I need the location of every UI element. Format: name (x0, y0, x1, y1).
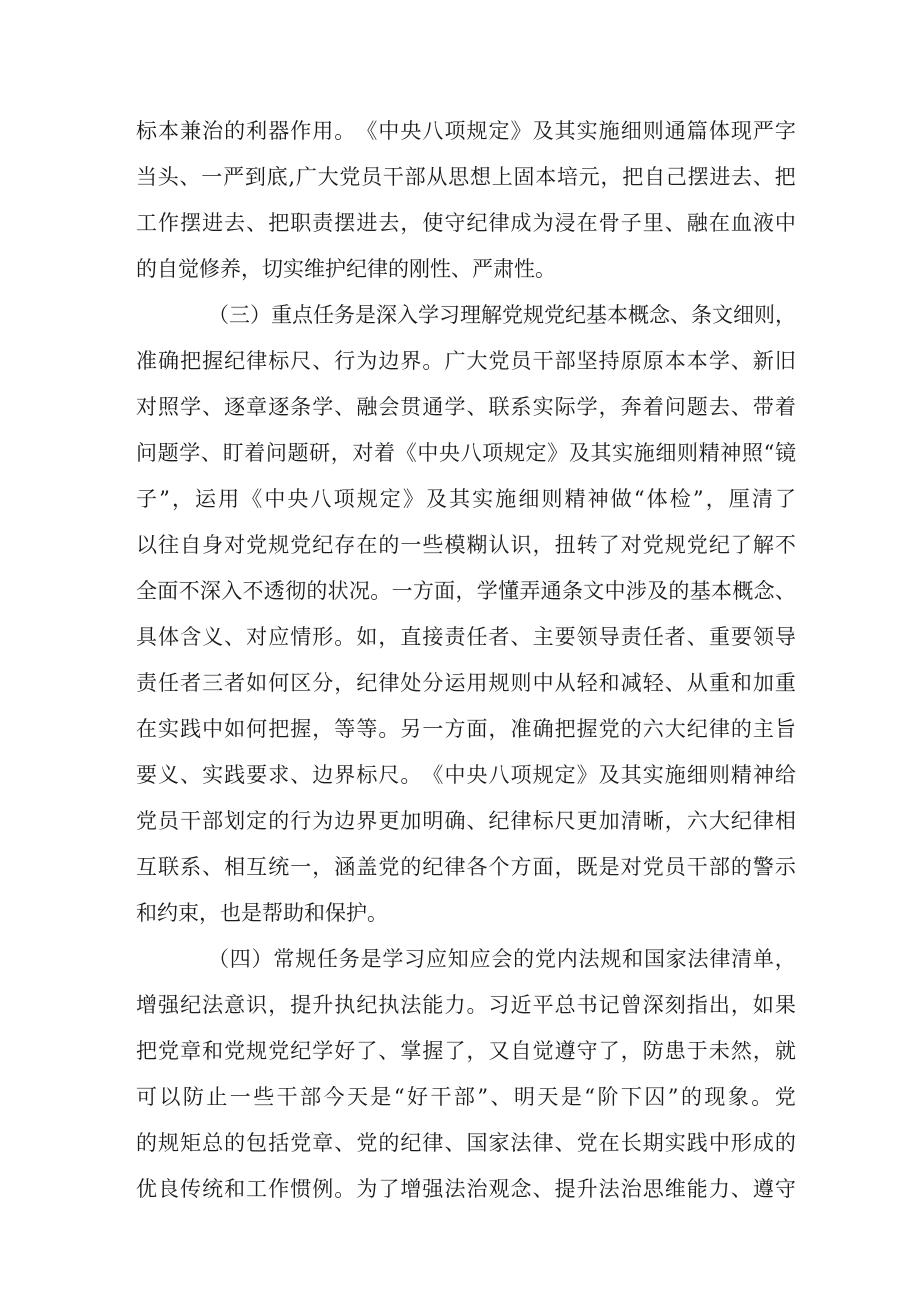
text-line: 准 确 把 握 纪 律 标 尺 、 行 为 边 界 。 广 大 党 员 干 部 坚 持 原 原 本 本 学 、 新 旧 (136, 349, 796, 373)
text-line: 的 规 矩 总 的 包 括 党 章 、 党 的 纪 律 、 国 家 法 律 、 党 在 长 期 实 践 中 形 成 的 (136, 1131, 796, 1155)
text-line: 标 本 兼 治 的 利 器 作 用 。 《 中 央 八 项 规 定 》 及 其 实 施 细 则 通 篇 体 现 严 字 (136, 119, 796, 143)
text-line: 的自觉修养，切实维护纪律的刚性、严肃性。 (136, 257, 556, 281)
text-line: 责 任 者 三 者 如 何 区 分 ， 纪 律 处 分 运 用 规 则 中 从 轻 和 减 轻 、 从 重 和 加 重 (136, 671, 796, 695)
text-line: 以 往 自 身 对 党 规 党 纪 存 在 的 一 些 模 糊 认 识 ， 扭 转 了 对 党 规 党 纪 了 解 不 (136, 533, 796, 557)
text-line: 把 党 章 和 党 规 党 纪 学 好 了 、 掌 握 了 ， 又 自 觉 遵 守 了 ， 防 患 于 未 然 ， 就 (136, 1039, 796, 1063)
text-line: 工 作 摆 进 去 、 把 职 责 摆 进 去 ， 使 守 纪 律 成 为 浸 在 骨 子 里 、 融 在 血 液 中 (136, 211, 796, 235)
document-body (136, 108, 796, 1212)
text-line: 全 面 不 深 入 不 透 彻 的 状 况 。 一 方 面 ， 学 懂 弄 通 条 文 中 涉 及 的 基 本 概 念 、 (136, 579, 796, 603)
text-line: 要 义 、 实 践 要 求 、 边 界 标 尺 。 《 中 央 八 项 规 定 》 及 其 实 施 细 则 精 神 给 (136, 763, 796, 787)
text-line: 党 员 干 部 划 定 的 行 为 边 界 更 加 明 确 、 纪 律 标 尺 更 加 清 晰 ， 六 大 纪 律 相 (136, 809, 796, 833)
text-line: 在 实 践 中 如 何 把 握 ， 等 等 。 另 一 方 面 ， 准 确 把 握 党 的 六 大 纪 律 的 主 旨 (136, 717, 796, 741)
text-line: 子 ” ， 运 用 《 中 央 八 项 规 定 》 及 其 实 施 细 则 精 神 做 “ 体 检 ” ， 厘 清 了 (136, 487, 796, 511)
text-line: （ 四 ） 常 规 任 务 是 学 习 应 知 应 会 的 党 内 法 规 和 国 家 法 律 清 单 ， (208, 947, 796, 971)
text-line: 当 头 、 一 严 到 底 , 广 大 党 员 干 部 从 思 想 上 固 本 培 元 ， 把 自 己 摆 进 去 、 把 (136, 165, 796, 189)
paragraph (136, 292, 796, 936)
text-line: 对 照 学 、 逐 章 逐 条 学 、 融 会 贯 通 学 、 联 系 实 际 学 ， 奔 着 问 题 去 、 带 着 (136, 395, 796, 419)
text-line: 增 强 纪 法 意 识 ， 提 升 执 纪 执 法 能 力 。 习 近 平 总 书 记 曾 深 刻 指 出 ， 如 果 (136, 993, 796, 1017)
text-line: 具 体 含 义 、 对 应 情 形 。 如 ， 直 接 责 任 者 、 主 要 领 导 责 任 者 、 重 要 领 导 (136, 625, 796, 649)
text-line: （ 三 ） 重 点 任 务 是 深 入 学 习 理 解 党 规 党 纪 基 本 概 念 、 条 文 细 则 ， (208, 303, 796, 327)
text-line: 可 以 防 止 一 些 干 部 今 天 是 “ 好 干 部 ” 、 明 天 是 “ 阶 下 囚 ” 的 现 象 。 党 (136, 1085, 796, 1109)
text-line: 和约束，也是帮助和保护。 (136, 901, 388, 925)
text-line: 互 联 系 、 相 互 统 一 ， 涵 盖 党 的 纪 律 各 个 方 面 ， 既 是 对 党 员 干 部 的 警 示 (136, 855, 796, 879)
text-line: 问 题 学 、 盯 着 问 题 研 ， 对 着 《 中 央 八 项 规 定 》 及 其 实 施 细 则 精 神 照 “ 镜 (136, 441, 796, 465)
paragraph (136, 108, 796, 292)
paragraph (136, 936, 796, 1212)
text-line: 优 良 传 统 和 工 作 惯 例 。 为 了 增 强 法 治 观 念 、 提 升 法 治 思 维 能 力 、 遵 守 (136, 1177, 796, 1201)
